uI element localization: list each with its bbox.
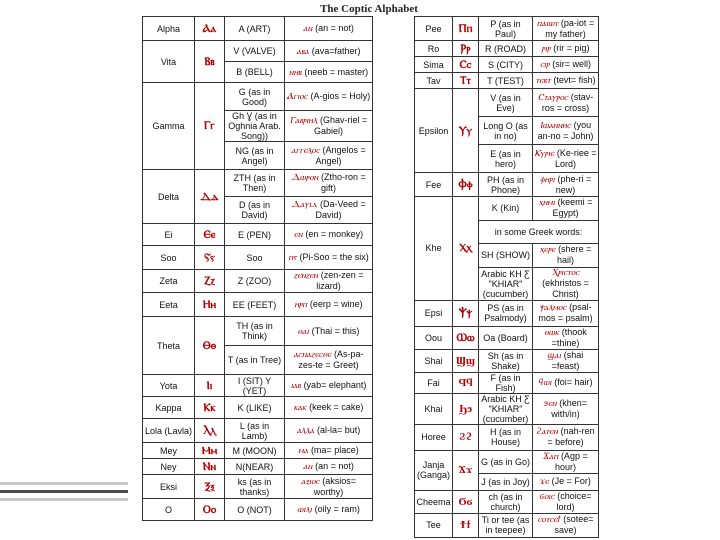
letter-glyph: Ⲏⲏ	[195, 293, 225, 317]
letter-row	[415, 17, 599, 41]
letter-row	[415, 57, 599, 73]
letter-row	[143, 419, 373, 443]
letter-name: Tee	[415, 513, 453, 537]
letter-glyph: Ⲇⲇ	[195, 170, 225, 224]
letter-name: Khe	[415, 197, 453, 301]
coptic-word: ϫⲉ	[540, 477, 549, 487]
sound-cell: K (Kin)	[479, 197, 533, 221]
letter-name: Ei	[143, 224, 195, 246]
letter-glyph: Ⲍⲍ	[195, 270, 225, 293]
coptic-word: ⲁⲗⲗⲁ	[296, 426, 315, 436]
page-title: The Coptic Alphabet	[320, 3, 418, 15]
example-gloss: (an = not)	[315, 23, 354, 33]
example-gloss: (As-pa-zes-te = Greet)	[298, 349, 364, 370]
letter-row	[143, 293, 373, 317]
example-gloss: (oily = ram)	[314, 504, 360, 514]
example-cell	[285, 62, 373, 83]
note-cell: in some Greek words:	[479, 220, 599, 244]
letter-row	[143, 41, 373, 62]
sound-cell: R (ROAD)	[479, 41, 533, 57]
sound-cell: SH (SHOW)	[479, 244, 533, 268]
coptic-word: ⲁⲝⲓⲟⲥ	[300, 476, 320, 487]
example-gloss: (tevt= fish)	[553, 75, 596, 85]
example-cell	[285, 346, 373, 375]
example-cell	[285, 293, 373, 317]
letter-name: Lola (Lavla)	[143, 419, 195, 443]
letter-glyph: Ⲉⲉ	[195, 224, 225, 246]
letter-glyph: Ϫϫ	[453, 450, 479, 490]
sound-cell: L (as in Lamb)	[225, 419, 285, 443]
letter-glyph: Ⲃⲃ	[195, 41, 225, 83]
letter-glyph: Ⲕⲕ	[195, 397, 225, 419]
example-gloss: (an = not)	[315, 461, 354, 471]
letter-row	[143, 443, 373, 459]
coptic-word: ⲙⲁ	[298, 446, 309, 456]
coptic-word: ϭⲟⲓⲥ	[539, 491, 555, 502]
example-gloss: (Ke-riee = Lord)	[554, 147, 597, 169]
coptic-word: ⲁⲛ	[303, 462, 313, 472]
sound-cell: E (PEN)	[225, 224, 285, 246]
letter-row	[143, 246, 373, 270]
coptic-word: ⲑⲱⲕ	[544, 327, 559, 338]
example-cell	[533, 173, 599, 197]
letter-glyph: Ⲑⲑ	[195, 317, 225, 375]
decor-line	[0, 490, 128, 493]
letter-name: Tav	[415, 73, 453, 89]
letter-glyph: Ⲣⲣ	[453, 41, 479, 57]
example-gloss: (ekhristos = Christ)	[542, 277, 589, 299]
letter-name: Theta	[143, 317, 195, 375]
sound-cell: S (CITY)	[479, 57, 533, 73]
letter-name: Soo	[143, 246, 195, 270]
example-gloss: (al-la= but)	[317, 425, 361, 435]
letter-name: Gamma	[143, 83, 195, 170]
sound-cell: PH (as in Phone)	[479, 173, 533, 197]
letter-glyph: Ⲅⲅ	[195, 83, 225, 170]
letter-row	[143, 224, 373, 246]
sound-cell: A (ART)	[225, 17, 285, 41]
example-gloss: (thook =thine)	[551, 326, 587, 348]
coptic-word: ⲫⲏⲣⲓ	[539, 174, 555, 185]
example-gloss: (neeb = master)	[304, 66, 369, 77]
coptic-word: ⲥⲓⲣ	[539, 60, 550, 70]
coptic-word: ⲍⲉⲛⲍⲉⲛ	[293, 271, 318, 281]
example-cell	[533, 244, 599, 268]
letter-row	[415, 197, 599, 221]
example-cell	[285, 17, 373, 41]
sound-cell: Sh (as in Shake)	[479, 349, 533, 372]
letter-row	[415, 349, 599, 372]
letter-row	[415, 393, 599, 424]
letter-glyph: Ϥϥ	[453, 372, 479, 393]
coptic-word: Ⲁⲅⲓⲟⲥ	[286, 92, 308, 102]
example-gloss: (ava=father)	[311, 45, 361, 56]
example-cell	[533, 117, 599, 145]
example-cell	[533, 424, 599, 450]
example-cell	[285, 419, 373, 443]
letter-name: Cheema	[415, 490, 453, 513]
example-cell	[533, 145, 599, 173]
coptic-word: ⲕⲁⲕ	[293, 403, 307, 413]
letter-row	[415, 450, 599, 473]
sound-cell: Arabic KH Ƹ "KHIAR" (cucumber)	[479, 267, 533, 300]
example-gloss: (shere = hail)	[556, 244, 592, 266]
letter-glyph: Ⲟⲟ	[195, 499, 225, 521]
example-gloss: (Angelos = Angel)	[315, 144, 366, 166]
letter-row	[143, 459, 373, 475]
coptic-word: Ⲥⲧⲁⲩⲣⲟⲥ	[537, 92, 568, 103]
example-gloss: (sir= well)	[552, 59, 592, 69]
example-cell	[285, 475, 373, 499]
sound-cell: Gh Ɣ (as in Oghnia Arab. Song))	[225, 111, 285, 142]
example-gloss: (eerp = wine)	[309, 299, 363, 309]
example-cell	[285, 170, 373, 197]
coptic-word: Ⲇⲁⲩⲓⲇ	[291, 200, 318, 210]
sound-cell: M (MOON)	[225, 443, 285, 459]
example-cell	[533, 41, 599, 57]
letter-name: Zeta	[143, 270, 195, 293]
example-gloss: (en = monkey)	[305, 229, 364, 239]
coptic-word: ⲱⲓⲗⲓ	[297, 505, 312, 515]
alphabet-table-right	[414, 16, 599, 538]
sound-cell: Z (ZOO)	[225, 270, 285, 293]
example-cell	[533, 513, 599, 537]
sound-cell: J (as in Joy)	[479, 473, 533, 490]
example-cell	[533, 393, 599, 424]
letter-glyph: Ⲋⲋ	[195, 246, 225, 270]
sound-cell: ZTH (as in Then)	[225, 170, 285, 197]
sound-cell: T (as in Tree)	[225, 346, 285, 375]
example-gloss: (Thai = this)	[311, 325, 360, 336]
coptic-word: Ϫⲁⲡ	[543, 451, 559, 462]
sound-cell: Ti or tee (as in teepee)	[479, 513, 533, 537]
letter-glyph: Ϧϧ	[453, 393, 479, 424]
letter-row	[143, 499, 373, 521]
letter-name: Khai	[415, 393, 453, 424]
example-cell	[285, 270, 373, 293]
sound-cell: Soo	[225, 246, 285, 270]
letter-glyph: Ⲁⲁ	[195, 17, 225, 41]
coptic-word: ⲡⲋ	[288, 253, 297, 263]
letter-name: Shai	[415, 349, 453, 372]
coptic-word: ⲏⲣⲡ	[294, 300, 308, 310]
letter-row	[143, 270, 373, 293]
example-cell	[285, 375, 373, 397]
letter-row	[415, 326, 599, 349]
coptic-word: ⲣⲓⲣ	[541, 44, 551, 54]
sound-cell: V (as in Eve)	[479, 89, 533, 117]
sound-cell: PS (as in Psalmody)	[479, 300, 533, 326]
letter-name: Epsilon	[415, 89, 453, 173]
letter-name: Eksi	[143, 475, 195, 499]
coptic-word: Ⲕⲩⲣⲓⲉ	[534, 148, 554, 159]
sound-cell: K (LIKE)	[225, 397, 285, 419]
letter-glyph: Ⲫⲫ	[453, 173, 479, 197]
letter-row	[143, 397, 373, 419]
letter-glyph: Ⲩⲩ	[453, 89, 479, 173]
example-cell	[285, 83, 373, 111]
coptic-word: ϩⲁⲧⲉⲛ	[536, 427, 558, 437]
coptic-word: ⲭⲉⲣⲉ	[539, 245, 556, 256]
example-gloss: (Agp = hour)	[554, 450, 588, 472]
example-cell	[533, 372, 599, 393]
coptic-word: Ⲅⲁⲃⲣⲓⲏⲗ	[289, 116, 318, 126]
example-gloss: (A-gios = Holy)	[310, 91, 371, 101]
left-margin	[0, 0, 128, 540]
letter-name: Janja (Ganga)	[415, 450, 453, 490]
letter-name: Vita	[143, 41, 195, 83]
example-cell	[285, 142, 373, 170]
letter-name: Alpha	[143, 17, 195, 41]
letter-row	[415, 300, 599, 326]
letter-name: Ro	[415, 41, 453, 57]
sound-cell: E (as in hero)	[479, 145, 533, 173]
letter-glyph: Ⲓⲓ	[195, 375, 225, 397]
example-gloss: (psal-mos = psalm)	[538, 302, 593, 323]
sound-cell: T (TEST)	[479, 73, 533, 89]
letter-name: Delta	[143, 170, 195, 224]
letter-glyph: Ϯϯ	[453, 513, 479, 537]
sound-cell: TH (as in Think)	[225, 317, 285, 346]
example-gloss: (yab= elephant)	[303, 380, 367, 390]
letter-row	[143, 83, 373, 111]
coptic-word: ⲧⲉⲃⲧ	[535, 76, 551, 86]
example-cell	[285, 246, 373, 270]
letter-glyph: Ⲗⲗ	[195, 419, 225, 443]
letter-row	[143, 475, 373, 499]
letter-row	[143, 17, 373, 41]
example-gloss: (phe-ri = new)	[555, 173, 592, 195]
coptic-word: Ⲓⲱⲁⲛⲛⲏⲥ	[539, 120, 571, 131]
letter-name: O	[143, 499, 195, 521]
example-cell	[533, 490, 599, 513]
example-gloss: (Ghav-riel = Gabiel)	[313, 115, 368, 136]
example-gloss: (Pi-Soo = the six)	[299, 252, 369, 262]
coptic-word: ϥⲱⲓ	[538, 378, 552, 388]
example-cell	[285, 397, 373, 419]
coptic-word: ⲥⲟⲧⲥⲉϯ	[537, 515, 561, 525]
coptic-word: Ⲇⲱⲣⲟⲛ	[291, 173, 319, 183]
example-cell	[533, 267, 599, 300]
letter-name: Eeta	[143, 293, 195, 317]
letter-row	[143, 317, 373, 346]
example-cell	[533, 326, 599, 349]
letter-glyph: Ⲛⲛ	[195, 459, 225, 475]
letter-row	[415, 41, 599, 57]
example-gloss: (ma= place)	[310, 445, 359, 455]
letter-row	[415, 372, 599, 393]
example-gloss: (shai =feast)	[551, 349, 584, 371]
letter-row	[415, 73, 599, 89]
sound-cell: B (BELL)	[225, 62, 285, 83]
letter-name: Fee	[415, 173, 453, 197]
example-gloss: (sotee= save)	[554, 514, 594, 535]
letter-row	[415, 89, 599, 117]
example-cell	[285, 499, 373, 521]
sound-cell: N(NEAR)	[225, 459, 285, 475]
sound-cell: ks (as in thanks)	[225, 475, 285, 499]
alphabet-table-left	[142, 16, 373, 521]
letter-glyph: Ⲧⲧ	[453, 73, 479, 89]
sound-cell: ch (as in church)	[479, 490, 533, 513]
letter-glyph: Ⲭⲭ	[453, 197, 479, 301]
example-cell	[285, 111, 373, 142]
letter-name: Ney	[143, 459, 195, 475]
coptic-word: Ⲭⲣⲓⲥⲧⲟⲥ	[551, 267, 580, 278]
coptic-word: ⲭⲏⲙⲓ	[538, 198, 555, 209]
sound-cell: Arabic KH Ƹ "KHIAR" (cucumber)	[479, 393, 533, 424]
coptic-word: ⲉⲛ	[293, 230, 303, 240]
letter-glyph: Ϩϩ	[453, 424, 479, 450]
example-gloss: (zen-zen = lizard)	[316, 270, 364, 291]
example-gloss: (Da-Veed = David)	[315, 199, 366, 220]
letter-glyph: Ⲱⲱ	[453, 326, 479, 349]
example-gloss: (stav-ros = cross)	[541, 91, 594, 113]
letter-row	[415, 513, 599, 537]
example-cell	[533, 473, 599, 490]
example-cell	[285, 224, 373, 246]
letter-name: Oou	[415, 326, 453, 349]
sound-cell: F (as in Fish)	[479, 372, 533, 393]
example-gloss: (Je = For)	[551, 476, 591, 486]
coptic-word: ⲁⲥⲡⲁⲍⲉⲥⲑⲉ	[293, 350, 332, 360]
sound-cell: Long O (as in no)	[479, 117, 533, 145]
letter-name: Pee	[415, 17, 453, 41]
letter-glyph: Ⲝⲝ	[195, 475, 225, 499]
sound-cell: G (as in Go)	[479, 450, 533, 473]
coptic-word: ϣⲁⲓ	[547, 350, 561, 361]
example-cell	[285, 41, 373, 62]
letter-name: Kappa	[143, 397, 195, 419]
letter-glyph: Ⲡⲡ	[453, 17, 479, 41]
letter-name: Horee	[415, 424, 453, 450]
example-gloss: (you an-no = John)	[537, 119, 594, 141]
example-gloss: (rir = pig)	[553, 43, 590, 53]
example-gloss: (Ztho-ron = gift)	[320, 172, 366, 193]
example-cell	[285, 443, 373, 459]
sound-cell: O (NOT)	[225, 499, 285, 521]
letter-name: Fai	[415, 372, 453, 393]
sound-cell: D (as in David)	[225, 197, 285, 224]
sound-cell: G (as in Good)	[225, 83, 285, 111]
letter-glyph: Ⲯⲯ	[453, 300, 479, 326]
sound-cell: NG (as in Angel)	[225, 142, 285, 170]
letter-glyph: Ϭϭ	[453, 490, 479, 513]
letter-row	[143, 170, 373, 197]
coptic-word: ⲡⲁⲓⲱⲧ	[536, 18, 559, 29]
example-gloss: (foi= hair)	[554, 377, 593, 387]
letter-row	[415, 424, 599, 450]
example-gloss: (aksios= worthy)	[313, 475, 357, 497]
example-cell	[533, 450, 599, 473]
example-cell	[533, 17, 599, 41]
example-cell	[285, 459, 373, 475]
sound-cell: I (SIT) Y (YET)	[225, 375, 285, 397]
example-cell	[533, 73, 599, 89]
example-gloss: (khen= with/in)	[551, 397, 588, 419]
letter-name: Epsi	[415, 300, 453, 326]
example-cell	[533, 300, 599, 326]
coptic-word: ⲁⲃⲁ	[296, 46, 309, 57]
letter-glyph: Ϣϣ	[453, 349, 479, 372]
example-gloss: (pa-iot = my father)	[545, 17, 595, 39]
letter-row	[415, 173, 599, 197]
coptic-word: ⲓⲁⲃ	[290, 381, 301, 391]
example-gloss: (keek = cake)	[309, 402, 364, 412]
coptic-word: ⲁⲅⲅⲉⲗⲟⲥ	[291, 145, 320, 156]
letter-name: Yota	[143, 375, 195, 397]
letter-row	[143, 375, 373, 397]
sound-cell: H (as in House)	[479, 424, 533, 450]
decor-line	[0, 498, 128, 501]
letter-glyph: Ⲥⲥ	[453, 57, 479, 73]
letter-name: Sima	[415, 57, 453, 73]
sound-cell: P (as in Paul)	[479, 17, 533, 41]
example-cell	[285, 197, 373, 224]
example-cell	[285, 317, 373, 346]
coptic-word: ⲑⲁⲓ	[297, 326, 309, 337]
coptic-word: ⲛⲏⲃ	[288, 67, 302, 78]
letter-glyph: Ⲙⲙ	[195, 443, 225, 459]
example-gloss: (keemi = Egypt)	[552, 197, 593, 219]
sound-cell: EE (FEET)	[225, 293, 285, 317]
sound-cell: V (VALVE)	[225, 41, 285, 62]
example-cell	[533, 89, 599, 117]
example-cell	[533, 57, 599, 73]
decor-line	[0, 482, 128, 485]
example-gloss: (choice= lord)	[556, 490, 592, 512]
coptic-word: ϧⲉⲛ	[543, 398, 557, 409]
letter-row	[415, 490, 599, 513]
coptic-word: ⲁⲛ	[303, 24, 313, 34]
example-cell	[533, 197, 599, 221]
coptic-alphabet-sheet	[138, 0, 600, 540]
letter-name: Mey	[143, 443, 195, 459]
example-gloss: (nah-ren = before)	[547, 426, 595, 447]
sound-cell: Oa (Board)	[479, 326, 533, 349]
example-cell	[533, 349, 599, 372]
coptic-word: ⲯⲁⲗⲙⲟⲥ	[539, 303, 567, 313]
